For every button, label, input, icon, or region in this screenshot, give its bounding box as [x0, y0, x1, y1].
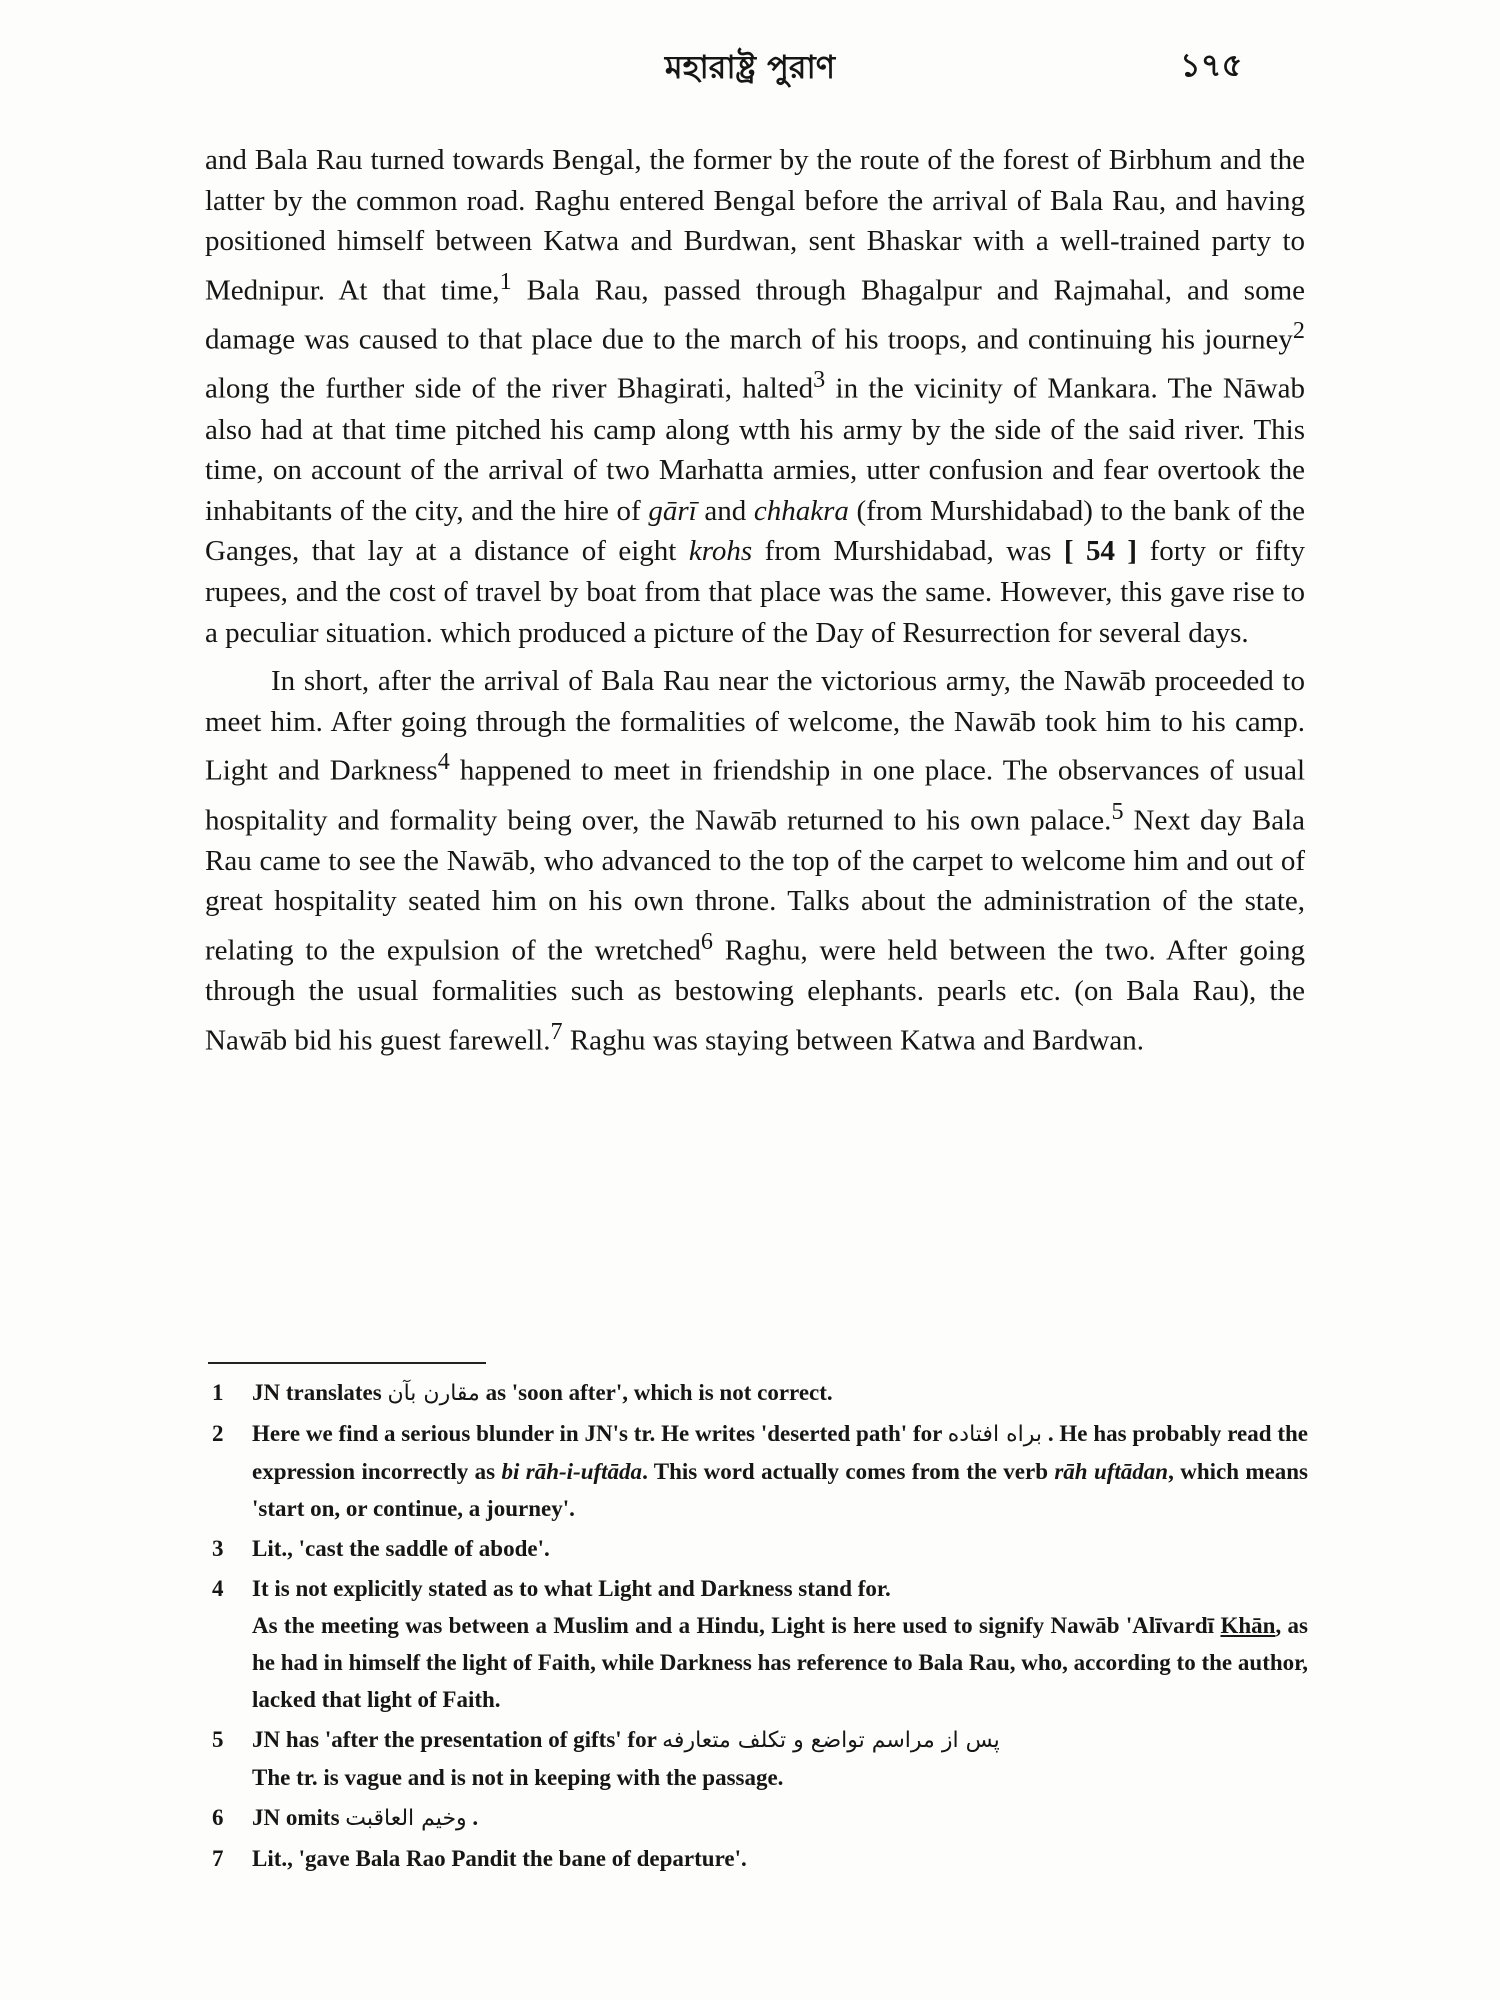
- footnote-4: [212, 1570, 1308, 1718]
- footnote-3: [212, 1530, 1308, 1567]
- text-run: JN translates: [252, 1380, 388, 1405]
- term-chhakra: chhakra: [753, 494, 849, 527]
- text-run: forty or fifty rupees, and the cost of travel by boat from that place was the same. However, this gave rise to a peculiar situation. which produced a picture of the Day of Resurrection for several days.: [205, 535, 1305, 649]
- text-line: The tr. is vague and is not in keeping with the passage.: [252, 1765, 784, 1790]
- footnote-1: [212, 1374, 1308, 1412]
- persian-phrase: براه افتاده: [947, 1422, 1043, 1447]
- term-krohs: krohs: [688, 535, 753, 568]
- footnote-text: [252, 1415, 1308, 1527]
- text-run: Raghu was staying between Katwa and Bardwan.: [562, 1024, 1145, 1057]
- text-run: JN has 'after the presentation of gifts' for: [252, 1727, 663, 1752]
- text-run: in the vicinity of Mankara. The Nāwab also had at that time pitched his camp along wtth his army by the side of the said river. This time, on account of the arrival of two Marhatta armies, utter confusion and fear overtook the inhabitants of the city, and the hire of: [205, 372, 1305, 527]
- transliteration: rāh uftādan: [1054, 1459, 1169, 1484]
- footnote-number: 1: [212, 1380, 224, 1405]
- footnote-text: [252, 1374, 1308, 1412]
- page-number: ১৭৫: [1180, 46, 1243, 84]
- footnote-ref-4: 4: [437, 748, 450, 776]
- text-line: It is not explicitly stated as to what Light and Darkness stand for.: [252, 1576, 891, 1601]
- footnotes: [212, 1374, 1308, 1880]
- footnote-2: [212, 1415, 1308, 1527]
- footnote-ref-6: 6: [700, 927, 713, 955]
- footnote-text: [252, 1799, 1308, 1837]
- text-run: Raghu, were held between the two. After going through the usual formalities such as bestowing elephants. pearls etc. (on Bala Rau), the Nawāb bid his guest farewell.: [205, 934, 1305, 1057]
- footnote-text: Lit., 'gave Bala Rao Pandit the bane of departure'.: [252, 1846, 747, 1871]
- text-run: JN omits: [252, 1805, 346, 1830]
- text-run: as 'soon after', which is not correct.: [479, 1380, 833, 1405]
- body-text: [205, 140, 1305, 1061]
- text-line: [252, 1721, 1308, 1759]
- footnote-number: 5: [212, 1727, 224, 1752]
- text-run: Next day Bala Rau came to see the Nawāb, who advanced to the top of the carpet to welcome him and out of great hospitality seated him on his own throne. Talks about the administration of the state, relating to the expulsion of the wretched: [205, 804, 1305, 967]
- text-run: (from Murshidabad) to the bank of the Ganges, that lay at a distance of eight: [205, 494, 1305, 568]
- persian-phrase: پس از مراسم تواضع و تکلف متعارفه: [662, 1728, 1000, 1753]
- persian-phrase: مقارن بآن: [387, 1381, 480, 1406]
- paragraph-2: [205, 661, 1305, 1061]
- footnote-6: [212, 1799, 1308, 1837]
- transliteration: bi rāh-i-uftāda: [501, 1459, 643, 1484]
- footnote-5: [212, 1721, 1308, 1796]
- text-run: and: [696, 494, 754, 527]
- text-run: and Bala Rau turned towards Bengal, the former by the route of the forest of Birbhum and the latter by the common road. Raghu entered Bengal before the arrival of Bala Rau, and having positioned himself between Katwa and Burdwan, sent Bhaskar with a well-trained party to Mednipur. At that time,: [205, 144, 1305, 307]
- text-run: from Murshidabad, was: [752, 535, 1064, 568]
- text-run: As the meeting was between a Muslim and a Hindu, Light is here used to signify Nawāb 'Alīvardī: [252, 1613, 1221, 1638]
- text-run: along the further side of the river Bhagirati, halted: [205, 372, 814, 405]
- footnote-text: [252, 1721, 1308, 1796]
- footnote-number: 2: [212, 1421, 224, 1446]
- footnote-number: 3: [212, 1536, 224, 1561]
- text-run: In short, after the arrival of Bala Rau near the victorious army, the Nawāb proceeded to meet him. After going through the formalities of welcome, the Nawāb took him to his camp. Light and Darkness: [205, 665, 1305, 787]
- text-run: , which means 'start on, or continue, a journey'.: [252, 1459, 1308, 1521]
- footnote-text: Lit., 'cast the saddle of abode'.: [252, 1536, 550, 1561]
- text-run: . He has probably read the expression incorrectly as: [252, 1421, 1309, 1484]
- footnote-ref-3: 3: [813, 366, 826, 394]
- text-run: Bala Rau, passed through Bhagalpur and Rajmahal, and some damage was caused to that place due to the march of his troops, and continuing his journey: [205, 274, 1305, 356]
- text-run: .: [466, 1805, 479, 1830]
- footnote-ref-2: 2: [1292, 317, 1305, 345]
- footnote-number: 6: [212, 1805, 224, 1830]
- text-run: , as he had in himself the light of Faith, while Darkness has reference to Bala Rau, who, according to the author, lacked that light of Faith.: [252, 1613, 1309, 1712]
- footnote-text: [252, 1570, 1308, 1718]
- footnote-divider: [208, 1362, 486, 1364]
- text-run: Here we find a serious blunder in JN's tr. He writes 'deserted path' for: [252, 1421, 948, 1446]
- footnote-number: 4: [212, 1576, 224, 1601]
- term-gari: gārī: [648, 494, 697, 527]
- footnote-7: [212, 1840, 1308, 1877]
- footnote-number: 7: [212, 1846, 224, 1871]
- paragraph-1: [205, 140, 1305, 653]
- footnote-ref-5: 5: [1111, 797, 1124, 825]
- text-run: . This word actually comes from the verb: [642, 1459, 1055, 1484]
- footnote-ref-1: 1: [499, 267, 512, 295]
- persian-phrase: وخیم العاقبت: [345, 1806, 467, 1831]
- text-line: [252, 1607, 1308, 1718]
- text-run: happened to meet in friendship in one place. The observances of usual hospitality and formality being over, the Nawāb returned to his own palace.: [205, 754, 1306, 837]
- underlined-word: Khān: [1220, 1613, 1276, 1638]
- original-page-marker: [ 54 ]: [1063, 535, 1138, 568]
- footnote-ref-7: 7: [550, 1017, 563, 1045]
- running-header: মহারাষ্ট্র পুরাণ: [664, 48, 836, 86]
